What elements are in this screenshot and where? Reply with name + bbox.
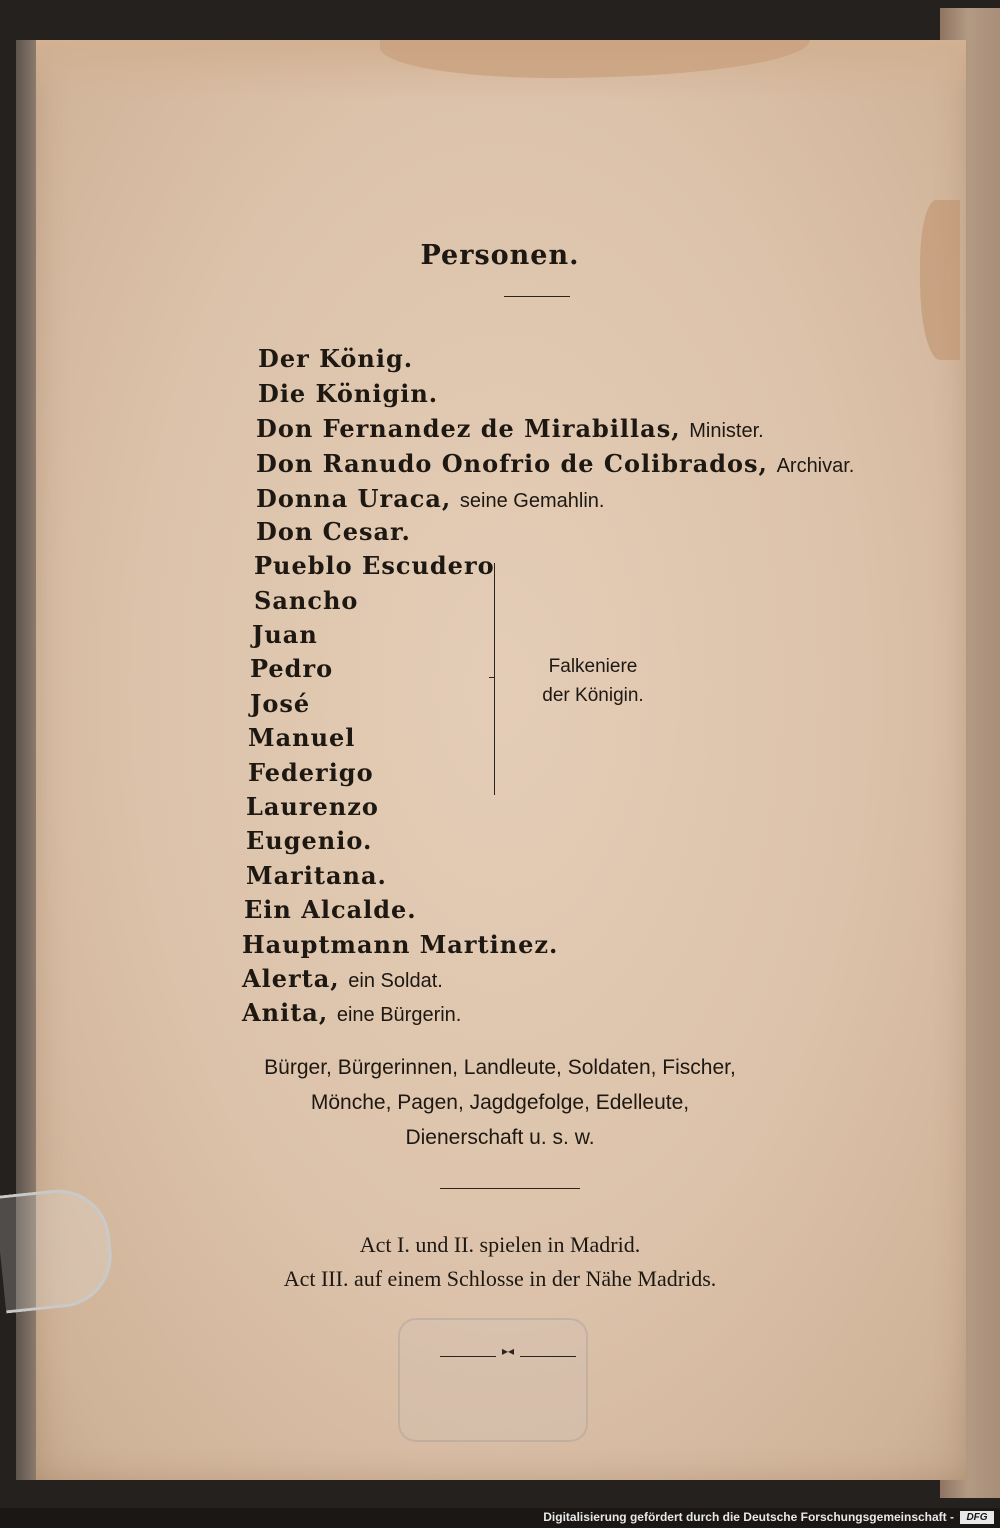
- cast-name: Donna Uraca,: [256, 484, 452, 513]
- falconers-brace: [494, 563, 503, 795]
- cast-name: Laurenzo: [246, 792, 379, 821]
- cast-name: Don Cesar.: [256, 517, 411, 546]
- cast-name: Manuel: [248, 723, 356, 752]
- cast-entry: [242, 998, 461, 1030]
- cast-name: Eugenio.: [246, 826, 373, 855]
- cast-name: Sancho: [254, 586, 359, 615]
- act-line: Act I. und II. spielen in Madrid.: [359, 1232, 641, 1257]
- cast-description: Archivar.: [776, 455, 855, 477]
- cast-name: Ein Alcalde.: [244, 895, 417, 924]
- ornament-line-left: [440, 1356, 496, 1357]
- cast-name: Pueblo Escudero: [254, 551, 495, 580]
- footer-bar: [0, 1508, 1000, 1528]
- cast-entry: [256, 517, 411, 547]
- cast-description: ein Soldat.: [348, 970, 443, 992]
- falconers-line-1: Falkeniere: [548, 656, 638, 677]
- cast-entry: [256, 484, 604, 516]
- cast-entry: [250, 654, 333, 684]
- cast-entry: [258, 379, 438, 409]
- cast-entry: [258, 344, 413, 374]
- acts-block: [0, 1228, 1000, 1296]
- ornament-mark: ▸◂: [501, 1344, 515, 1358]
- cast-entry: [254, 586, 358, 616]
- page-title: Personen.: [420, 240, 580, 271]
- cast-entry: [242, 930, 558, 960]
- cast-name: Anita,: [242, 998, 329, 1027]
- cast-description: Minister.: [689, 420, 764, 442]
- cast-name: Juan: [252, 620, 318, 649]
- cast-entry: [256, 414, 764, 446]
- cast-entry: [248, 723, 355, 753]
- act-line: Act III. auf einem Schlosse in der Nähe Madrids.: [283, 1266, 717, 1291]
- extras-line: Mönche, Pagen, Jagdgefolge, Edelleute,: [310, 1091, 690, 1114]
- cast-name: Pedro: [250, 654, 334, 683]
- cast-name: Federigo: [248, 758, 374, 787]
- falconers-label: [518, 652, 668, 710]
- extras-line: Bürger, Bürgerinnen, Landleute, Soldaten, Fischer,: [264, 1056, 736, 1079]
- cast-entry: [246, 861, 387, 891]
- cast-description: seine Gemahlin.: [459, 490, 605, 512]
- cast-entry: [250, 689, 310, 719]
- cast-name: Don Ranudo Onofrio de Colibrados,: [256, 449, 768, 478]
- cast-entry: [244, 895, 417, 925]
- extras-block: [0, 1050, 1000, 1155]
- cast-name: Don Fernandez de Mirabillas,: [256, 414, 681, 443]
- cast-entry: [256, 449, 854, 481]
- cast-name: Die Königin.: [258, 379, 439, 408]
- cast-name: Maritana.: [246, 861, 387, 890]
- extras-line: Dienerschaft u. s. w.: [405, 1126, 595, 1149]
- footer-text: Digitalisierung gefördert durch die Deutsche Forschungsgemeinschaft -: [543, 1510, 954, 1524]
- dfg-logo: DFG: [960, 1511, 994, 1524]
- title-rule: [504, 296, 570, 297]
- cast-entry: [246, 792, 379, 822]
- cast-entry: [254, 551, 495, 581]
- falconers-line-2: der Königin.: [542, 685, 644, 706]
- cast-entry: [246, 826, 372, 856]
- cast-entry: [252, 620, 318, 650]
- closing-ornament: [440, 1344, 576, 1362]
- cast-name: Der König.: [258, 344, 414, 373]
- cast-entry: [248, 758, 374, 788]
- section-rule: [440, 1188, 580, 1189]
- cast-name: Alerta,: [242, 964, 340, 993]
- cast-entry: [242, 964, 443, 996]
- cast-name: José: [250, 689, 311, 718]
- ornament-line-right: [520, 1356, 576, 1357]
- cast-name: Hauptmann Martinez.: [242, 930, 559, 959]
- cast-description: eine Bürgerin.: [336, 1004, 462, 1026]
